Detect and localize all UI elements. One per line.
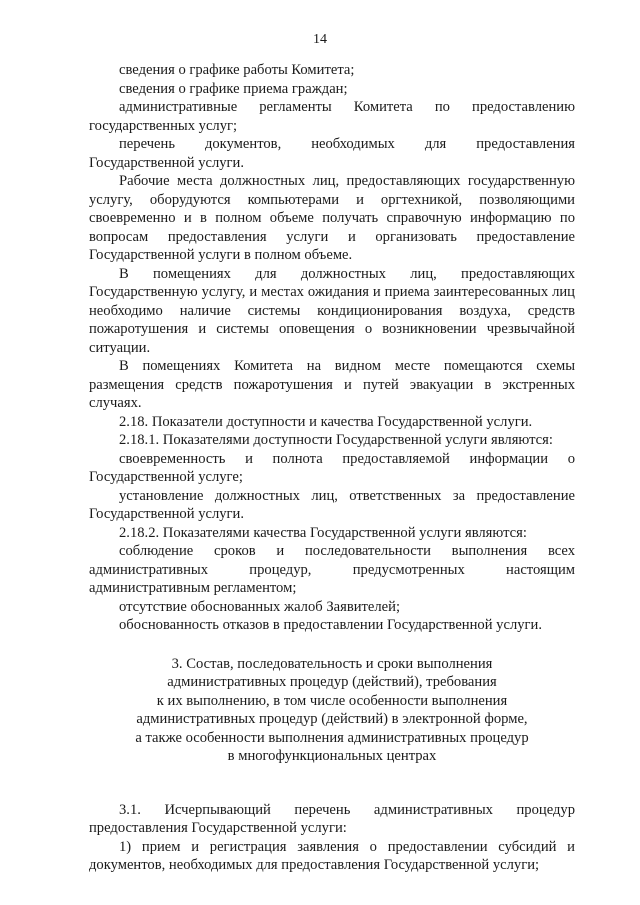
section-heading-line: а также особенности выполнения административных процедур (135, 729, 529, 746)
paragraph-2-18: 2.18. Показатели доступности и качества Государственной услуги. (119, 413, 533, 430)
paragraph-no-complaints: отсутствие обоснованных жалоб Заявителей; (119, 598, 401, 615)
section-heading-line: 3. Состав, последовательность и сроки выполнения (171, 655, 493, 672)
paragraph-premises-equipment: В помещениях для должностных лиц, предоставляющих Государственную услугу, и местах ожидания и приема заинтересованных лиц необходимо наличие системы кондиционирования воздуха, средств пожаротушения и системы оповещения о возникновении чрезвычайной ситуации. (89, 265, 575, 356)
paragraph-documents-list: перечень документов, необходимых для предоставления Государственной услуги. (89, 136, 575, 171)
paragraph-2-18-2: 2.18.2. Показателями качества Государственной услуги являются: (119, 524, 527, 541)
paragraph-responsible-officials: установление должностных лиц, ответственных за предоставление Государственной услуги. (89, 487, 575, 522)
paragraph-reception-schedule: сведения о графике приема граждан; (119, 80, 348, 97)
paragraph-evacuation-schemes: В помещениях Комитета на видном месте помещаются схемы размещения средств пожаротушения и путей эвакуации в экстренных случаях. (89, 358, 575, 411)
paragraph-refusal-justification: обоснованность отказов в предоставлении Государственной услуги. (119, 617, 542, 633)
section-heading (89, 655, 575, 766)
document-body (89, 61, 575, 875)
paragraph-2-18-1: 2.18.1. Показателями доступности Государственной услуги являются: (119, 432, 553, 448)
paragraph-timeliness: своевременность и полнота предоставляемой информации о Государственной услуге; (89, 450, 575, 485)
paragraph-committee-schedule: сведения о графике работы Комитета; (119, 62, 355, 78)
section-heading-line: административных процедур (действий), требования (167, 674, 497, 690)
section-heading-line: административных процедур (действий) в электронной форме, (136, 711, 528, 727)
section-heading-line: к их выполнению, в том числе особенности выполнения (156, 692, 508, 709)
paragraph-deadlines-compliance: соблюдение сроков и последовательности выполнения всех административных процедур, предусмотренных настоящим административным регламентом; (89, 543, 575, 596)
paragraph-workplaces: Рабочие места должностных лиц, предоставляющих государственную услугу, оборудуются компьютерами и оргтехникой, позволяющими своевременно и в полном объеме получать справочную информацию по вопросам предоставления услуги и организовать предоставление Государственной услуги в полном объеме. (89, 173, 575, 263)
page-number: 14 (313, 32, 327, 47)
paragraph-admin-regulations: административные регламенты Комитета по предоставлению государственных услуг; (89, 99, 575, 134)
paragraph-3-1: 3.1. Исчерпывающий перечень административных процедур предоставления Государственной услуги: (89, 801, 575, 836)
section-heading-line: в многофункциональных центрах (227, 748, 437, 764)
paragraph-procedure-1: 1) прием и регистрация заявления о предоставлении субсидий и документов, необходимых для предоставления Государственной услуги; (89, 838, 575, 873)
